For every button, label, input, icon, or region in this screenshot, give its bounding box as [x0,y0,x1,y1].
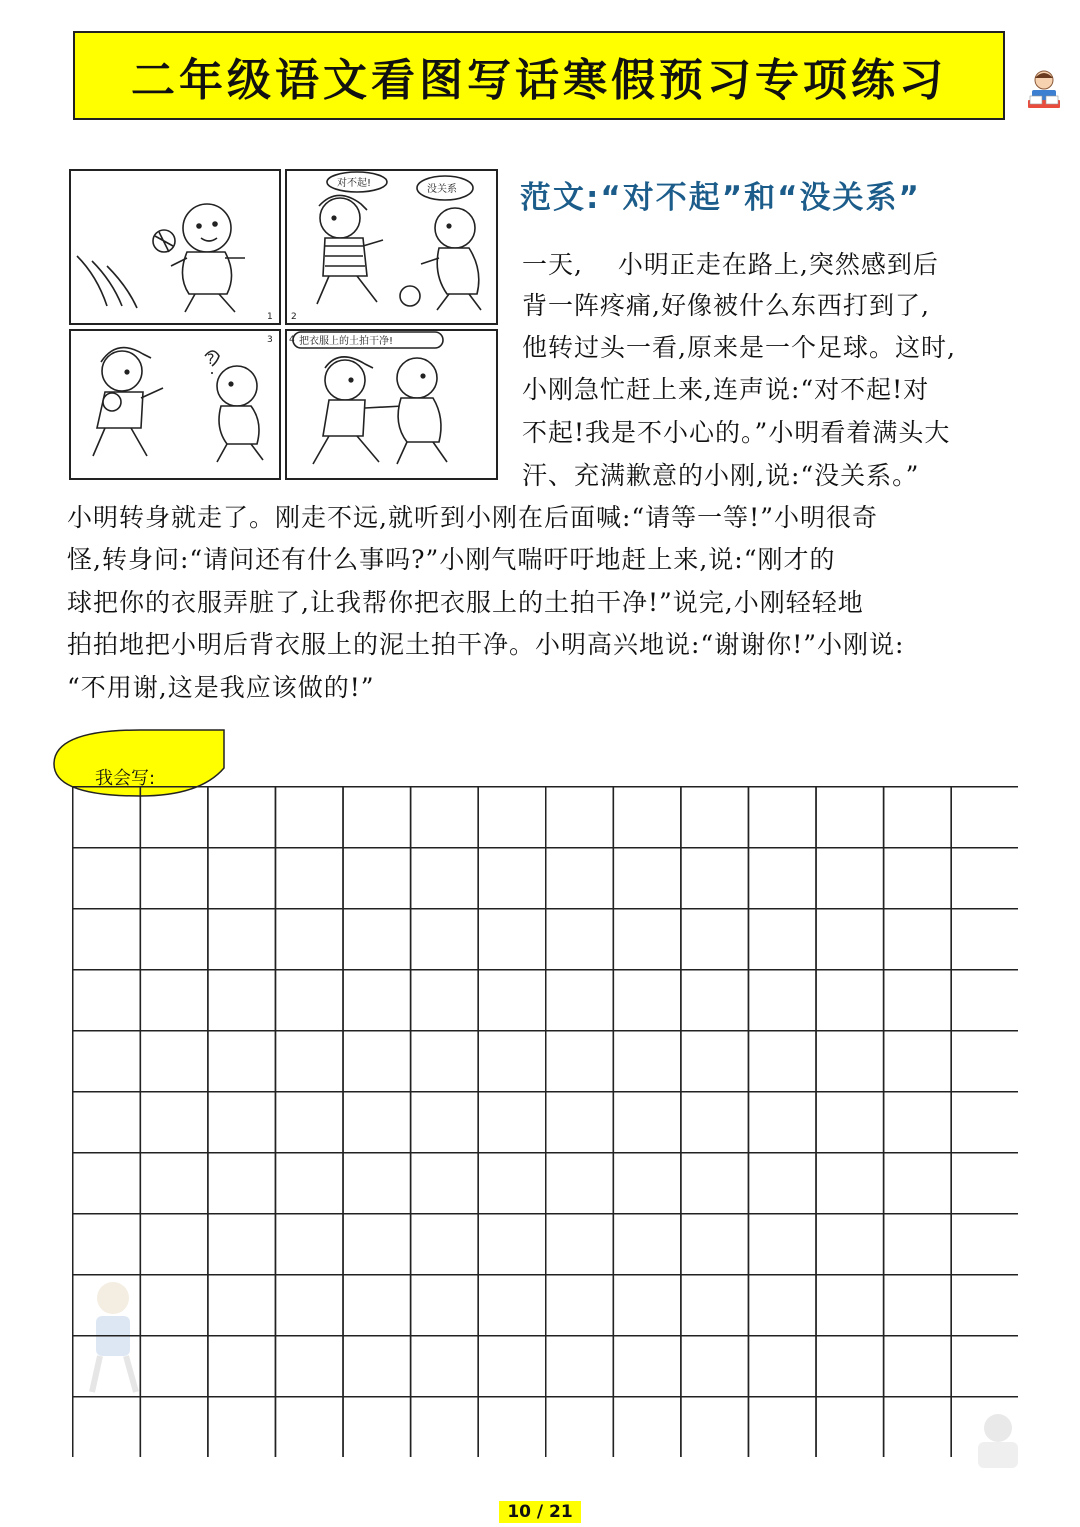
writing-cell[interactable] [951,1397,1018,1457]
writing-cell[interactable] [73,1092,141,1153]
writing-cell[interactable] [275,1153,343,1214]
writing-cell[interactable] [681,1336,749,1397]
writing-cell[interactable] [546,909,614,970]
writing-cell[interactable] [411,1275,479,1336]
writing-cell[interactable] [478,848,546,909]
writing-cell[interactable] [951,970,1018,1031]
writing-cell[interactable] [951,1153,1018,1214]
page-number-text: 10 / 21 [499,1501,580,1523]
writing-cell[interactable] [73,1031,141,1092]
writing-cell[interactable] [73,1214,141,1275]
writing-cell[interactable] [681,1214,749,1275]
writing-cell[interactable] [816,848,884,909]
writing-cell[interactable] [613,1031,681,1092]
writing-cell[interactable] [343,787,411,848]
writing-cell[interactable] [681,1275,749,1336]
writing-cell[interactable] [884,1336,952,1397]
writing-cell[interactable] [140,787,208,848]
writing-cell[interactable] [613,1275,681,1336]
writing-grid[interactable] [72,786,1018,1457]
writing-cell[interactable] [73,1275,141,1336]
writing-cell[interactable] [275,848,343,909]
writing-cell[interactable] [140,1397,208,1457]
writing-cell[interactable] [208,1275,276,1336]
writing-cell[interactable] [478,1092,546,1153]
writing-cell[interactable] [73,1153,141,1214]
essay-line-9: 球把你的衣服弄脏了,让我帮你把衣服上的土拍干净!”说完,小刚轻轻地 [67,588,864,617]
writing-cell[interactable] [411,787,479,848]
panel-3-drawing [93,348,263,462]
writing-cell[interactable] [140,1275,208,1336]
writing-cell[interactable] [816,1031,884,1092]
writing-cell[interactable] [884,787,952,848]
writing-cell[interactable] [208,1397,276,1457]
writing-cell[interactable] [73,909,141,970]
writing-cell[interactable] [478,1397,546,1457]
writing-cell[interactable] [140,1031,208,1092]
writing-cell[interactable] [748,1275,816,1336]
writing-cell[interactable] [208,909,276,970]
writing-cell[interactable] [140,1153,208,1214]
writing-cell[interactable] [208,1336,276,1397]
essay-line-5: 不起!我是不小心的。”小明看着满头大 [522,418,951,447]
writing-cell[interactable] [681,1153,749,1214]
writing-cell[interactable] [681,909,749,970]
writing-cell[interactable] [681,970,749,1031]
writing-cell[interactable] [546,1397,614,1457]
writing-cell[interactable] [546,1153,614,1214]
writing-cell[interactable] [478,1153,546,1214]
essay-heading: 范文:“对不起”和“没关系” [520,180,921,216]
writing-cell[interactable] [546,787,614,848]
writing-cell[interactable] [343,1214,411,1275]
writing-cell[interactable] [884,1153,952,1214]
writing-cell[interactable] [275,1336,343,1397]
writing-cell[interactable] [275,970,343,1031]
writing-cell[interactable] [951,1214,1018,1275]
essay-line-4: 小刚急忙赶上来,连声说:“对不起!对 [522,375,930,404]
reading-kid-icon [1024,68,1064,112]
writing-cell[interactable] [275,1397,343,1457]
writing-cell[interactable] [816,1275,884,1336]
panel-3-number: 3 [267,335,273,345]
writing-cell[interactable] [411,1214,479,1275]
writing-cell[interactable] [478,1214,546,1275]
writing-cell[interactable] [546,1336,614,1397]
writing-cell[interactable] [884,1275,952,1336]
writing-cell[interactable] [343,909,411,970]
writing-cell[interactable] [748,787,816,848]
writing-cell[interactable] [613,1336,681,1397]
writing-cell[interactable] [411,1031,479,1092]
writing-cell[interactable] [73,1336,141,1397]
writing-cell[interactable] [208,787,276,848]
writing-cell[interactable] [748,848,816,909]
writing-cell[interactable] [816,909,884,970]
writing-cell[interactable] [478,787,546,848]
comic-panel-1 [70,170,280,324]
writing-cell[interactable] [343,1092,411,1153]
writing-cell[interactable] [275,1031,343,1092]
writing-cell[interactable] [275,787,343,848]
writing-cell[interactable] [613,970,681,1031]
essay-line-11: “不用谢,这是我应该做的!” [67,673,375,702]
comic-strip [67,166,501,482]
writing-cell[interactable] [681,1092,749,1153]
writing-cell[interactable] [140,1336,208,1397]
essay-line-10: 拍拍地把小明后背衣服上的泥土拍干净。小明高兴地说:“谢谢你!”小刚说: [67,630,905,659]
writing-cell[interactable] [816,1336,884,1397]
writing-cell[interactable] [951,848,1018,909]
writing-cell[interactable] [546,970,614,1031]
writing-cell[interactable] [748,1214,816,1275]
page-number [0,1502,1080,1522]
writing-cell[interactable] [816,1214,884,1275]
writing-cell[interactable] [343,1153,411,1214]
writing-cell[interactable] [275,909,343,970]
writing-cell[interactable] [546,848,614,909]
writing-cell[interactable] [73,970,141,1031]
writing-cell[interactable] [681,1397,749,1457]
writing-cell[interactable] [884,848,952,909]
writing-cell[interactable] [681,1031,749,1092]
essay-line-2: 背一阵疼痛,好像被什么东西打到了, [522,291,930,320]
writing-cell[interactable] [951,1275,1018,1336]
writing-cell[interactable] [816,970,884,1031]
writing-cell[interactable] [546,1275,614,1336]
writing-cell[interactable] [343,848,411,909]
writing-cell[interactable] [681,787,749,848]
writing-cell[interactable] [884,970,952,1031]
writing-cell[interactable] [73,848,141,909]
writing-cell[interactable] [208,848,276,909]
essay-line-1: 一天, 小明正走在路上,突然感到后 [522,250,939,279]
writing-cell[interactable] [816,787,884,848]
writing-cell[interactable] [411,1336,479,1397]
writing-cell[interactable] [275,1214,343,1275]
writing-cell[interactable] [208,1092,276,1153]
writing-cell[interactable] [478,970,546,1031]
writing-cell[interactable] [208,970,276,1031]
writing-cell[interactable] [546,1092,614,1153]
writing-cell[interactable] [546,1214,614,1275]
writing-cell[interactable] [951,1031,1018,1092]
writing-cell[interactable] [275,1275,343,1336]
comic-bubble-nevermind: 没关系 [427,184,457,195]
writing-cell[interactable] [884,909,952,970]
writing-cell[interactable] [884,1397,952,1457]
comic-bubble-brush: 把衣服上的土拍干净! [299,336,394,347]
writing-cell[interactable] [748,1397,816,1457]
writing-cell[interactable] [816,1092,884,1153]
title-banner [73,31,1005,120]
writing-cell[interactable] [681,848,749,909]
writing-cell[interactable] [343,1275,411,1336]
comic-bubble-sorry: 对不起! [337,178,372,189]
writing-cell[interactable] [411,970,479,1031]
writing-cell[interactable] [343,970,411,1031]
comic-bubble-question: ? [207,352,215,368]
writing-cell[interactable] [613,909,681,970]
writing-cell[interactable] [951,787,1018,848]
writing-cell[interactable] [748,1031,816,1092]
panel-1-number: 1 [267,312,273,322]
panel-4-number: 4 [289,335,295,345]
writing-cell[interactable] [816,1397,884,1457]
writing-cell[interactable] [748,909,816,970]
writing-cell[interactable] [748,970,816,1031]
writing-cell[interactable] [478,1275,546,1336]
writing-cell[interactable] [208,1153,276,1214]
writing-cell[interactable] [884,1214,952,1275]
writing-cell[interactable] [613,1397,681,1457]
writing-cell[interactable] [411,1397,479,1457]
writing-cell[interactable] [140,848,208,909]
writing-cell[interactable] [140,970,208,1031]
essay-line-8: 怪,转身问:“请问还有什么事吗?”小刚气喘吁吁地赶上来,说:“刚才的 [67,545,836,574]
writing-cell[interactable] [73,787,141,848]
page-title: 二年级语文看图写话寒假预习专项练习 [131,54,947,106]
writing-cell[interactable] [343,1031,411,1092]
essay-line-7: 小明转身就走了。刚走不远,就听到小刚在后面喊:“请等一等!”小明很奇 [67,503,878,532]
writing-label: 我会写: [95,768,156,789]
writing-cell[interactable] [275,1092,343,1153]
writing-cell[interactable] [884,1092,952,1153]
writing-cell[interactable] [816,1153,884,1214]
writing-cell[interactable] [140,909,208,970]
writing-cell[interactable] [411,1092,479,1153]
panel-1-drawing [77,204,245,312]
writing-cell[interactable] [613,848,681,909]
writing-cell[interactable] [343,1336,411,1397]
writing-cell[interactable] [140,1214,208,1275]
writing-cell[interactable] [748,1153,816,1214]
writing-cell[interactable] [343,1397,411,1457]
writing-cell[interactable] [951,1092,1018,1153]
writing-cell[interactable] [884,1031,952,1092]
writing-cell[interactable] [951,1336,1018,1397]
writing-cell[interactable] [478,1336,546,1397]
essay-line-3: 他转过头一看,原来是一个足球。这时, [522,333,956,362]
panel-2-number: 2 [291,312,297,322]
writing-cell[interactable] [208,1214,276,1275]
writing-cell[interactable] [478,1031,546,1092]
writing-cell[interactable] [951,909,1018,970]
writing-cell[interactable] [613,1153,681,1214]
writing-cell[interactable] [140,1092,208,1153]
writing-cell[interactable] [411,909,479,970]
writing-cell[interactable] [613,1214,681,1275]
writing-cell[interactable] [748,1092,816,1153]
writing-cell[interactable] [546,1031,614,1092]
writing-cell[interactable] [748,1336,816,1397]
writing-cell[interactable] [411,1153,479,1214]
writing-cell[interactable] [613,1092,681,1153]
writing-cell[interactable] [478,909,546,970]
essay-line-6: 汗、充满歉意的小刚,说:“没关系。” [522,461,920,490]
writing-cell[interactable] [208,1031,276,1092]
writing-cell[interactable] [613,787,681,848]
writing-cell[interactable] [411,848,479,909]
writing-cell[interactable] [73,1397,141,1457]
panel-4-drawing [293,332,447,464]
